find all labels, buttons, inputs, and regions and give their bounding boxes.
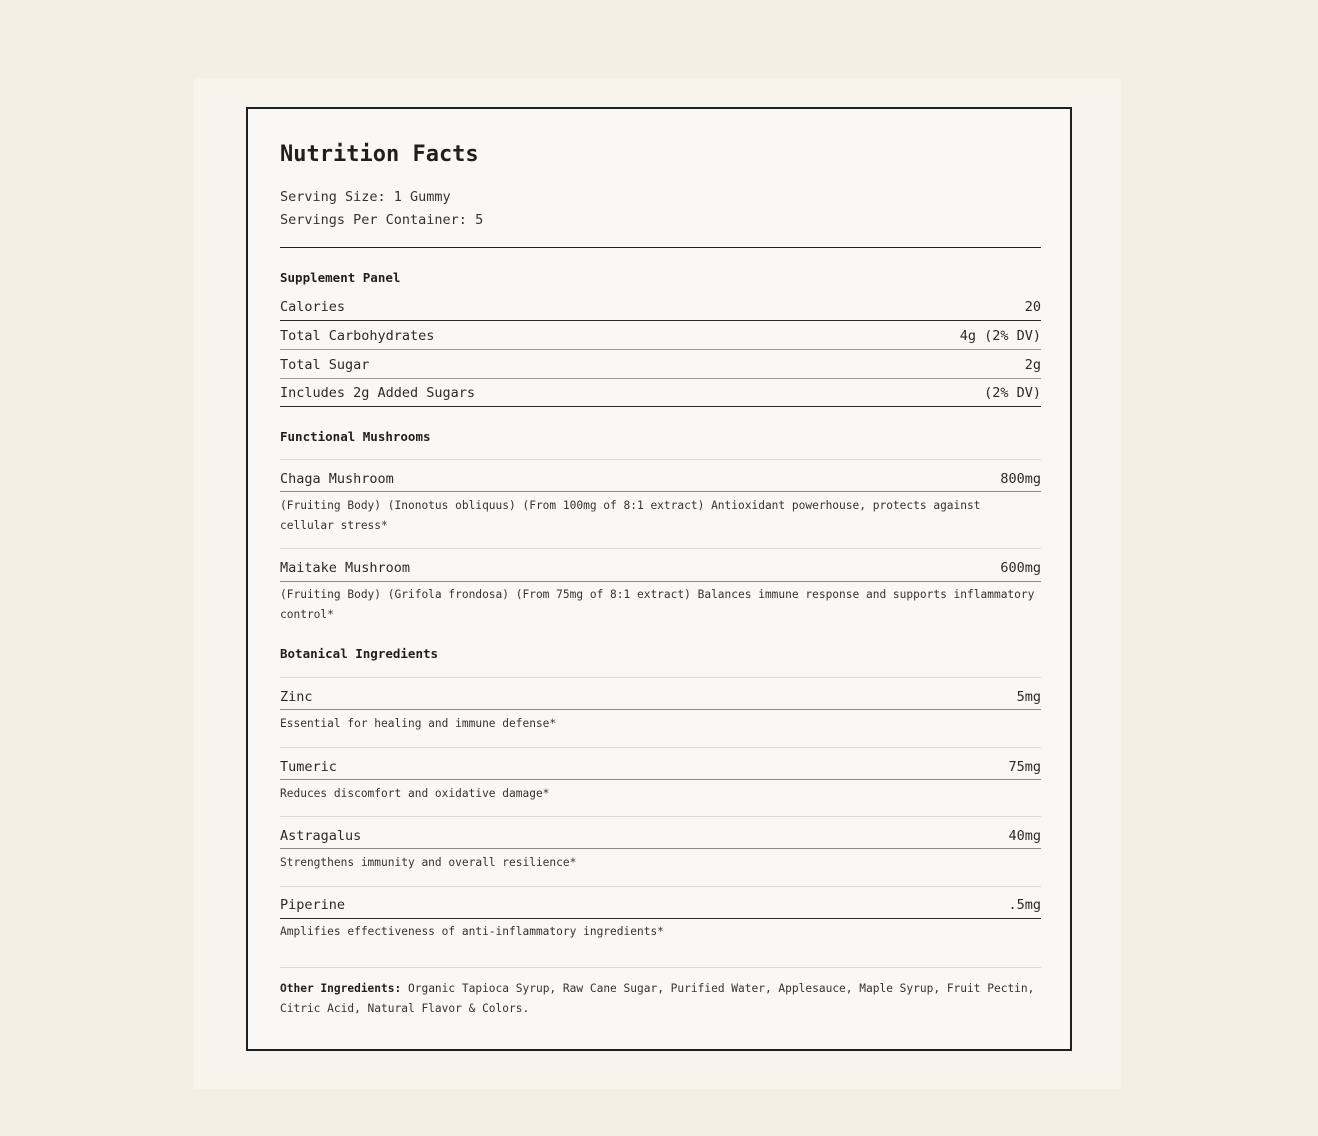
item-description: (Fruiting Body) (Inonotus obliquus) (From 100mg of 8:1 extract) Antioxidant powerhouse, protects against cellular stress* bbox=[280, 499, 981, 532]
item-underline bbox=[280, 848, 1041, 849]
other-ingredients-text: Organic Tapioca Syrup, Raw Cane Sugar, Purified Water, Applesauce, Maple Syrup, Fruit Pectin, Citric Acid, Natural Flavor & Colors. bbox=[280, 982, 1035, 1015]
item-name: Tumeric bbox=[280, 759, 337, 775]
item-value: 600mg bbox=[1000, 560, 1041, 576]
item-divider bbox=[280, 548, 1041, 549]
functional-mushrooms-heading: Functional Mushrooms bbox=[280, 429, 431, 444]
row-divider bbox=[280, 378, 1041, 379]
item-underline bbox=[280, 779, 1041, 780]
item-name: Chaga Mushroom bbox=[280, 471, 394, 487]
item-description: Reduces discomfort and oxidative damage* bbox=[280, 787, 550, 800]
row-value: 4g (2% DV) bbox=[959, 328, 1041, 344]
item-underline bbox=[280, 581, 1041, 582]
item-name: Astragalus bbox=[280, 828, 362, 844]
label-title: Nutrition Facts bbox=[280, 142, 479, 167]
item-divider bbox=[280, 886, 1041, 887]
row-name: Total Carbohydrates bbox=[280, 328, 435, 344]
row-divider bbox=[280, 320, 1041, 321]
item-description: (Fruiting Body) (Grifola frondosa) (From 75mg of 8:1 extract) Balances immune response and supports inflammatory control* bbox=[280, 588, 1035, 621]
item-name: Zinc bbox=[280, 689, 313, 705]
item-description: Amplifies effectiveness of anti-inflammatory ingredients* bbox=[280, 925, 664, 938]
item-divider bbox=[280, 747, 1041, 748]
row-name: Calories bbox=[280, 299, 346, 315]
item-value: 5mg bbox=[1016, 689, 1041, 705]
item-divider bbox=[280, 677, 1041, 678]
item-description: Essential for healing and immune defense* bbox=[280, 717, 557, 730]
item-underline bbox=[280, 709, 1041, 710]
item-divider bbox=[280, 816, 1041, 817]
nutrition-label bbox=[246, 107, 1072, 1051]
supplement-panel-heading: Supplement Panel bbox=[280, 270, 401, 285]
serving-size: Serving Size: 1 Gummy bbox=[280, 189, 451, 205]
row-value: 2g bbox=[1024, 357, 1041, 373]
row-divider bbox=[280, 406, 1041, 407]
item-underline bbox=[280, 491, 1041, 492]
other-ingredients bbox=[280, 979, 1041, 1019]
servings-per-container: Servings Per Container: 5 bbox=[280, 212, 484, 228]
row-value: 20 bbox=[1024, 299, 1041, 315]
item-name: Piperine bbox=[280, 897, 346, 913]
item-divider bbox=[280, 459, 1041, 460]
item-underline bbox=[280, 918, 1041, 919]
botanical-ingredients-heading: Botanical Ingredients bbox=[280, 646, 439, 661]
item-description: Strengthens immunity and overall resilience* bbox=[280, 856, 577, 869]
row-divider bbox=[280, 349, 1041, 350]
other-ingredients-label: Other Ingredients: bbox=[280, 982, 402, 995]
item-value: 75mg bbox=[1008, 759, 1041, 775]
item-value: 800mg bbox=[1000, 471, 1041, 487]
row-value: (2% DV) bbox=[984, 385, 1041, 401]
other-ingredients-divider bbox=[280, 967, 1041, 968]
row-name: Total Sugar bbox=[280, 357, 370, 373]
item-value: 40mg bbox=[1008, 828, 1041, 844]
row-name: Includes 2g Added Sugars bbox=[280, 385, 476, 401]
header-divider bbox=[280, 247, 1041, 248]
item-name: Maitake Mushroom bbox=[280, 560, 411, 576]
item-value: .5mg bbox=[1008, 897, 1041, 913]
